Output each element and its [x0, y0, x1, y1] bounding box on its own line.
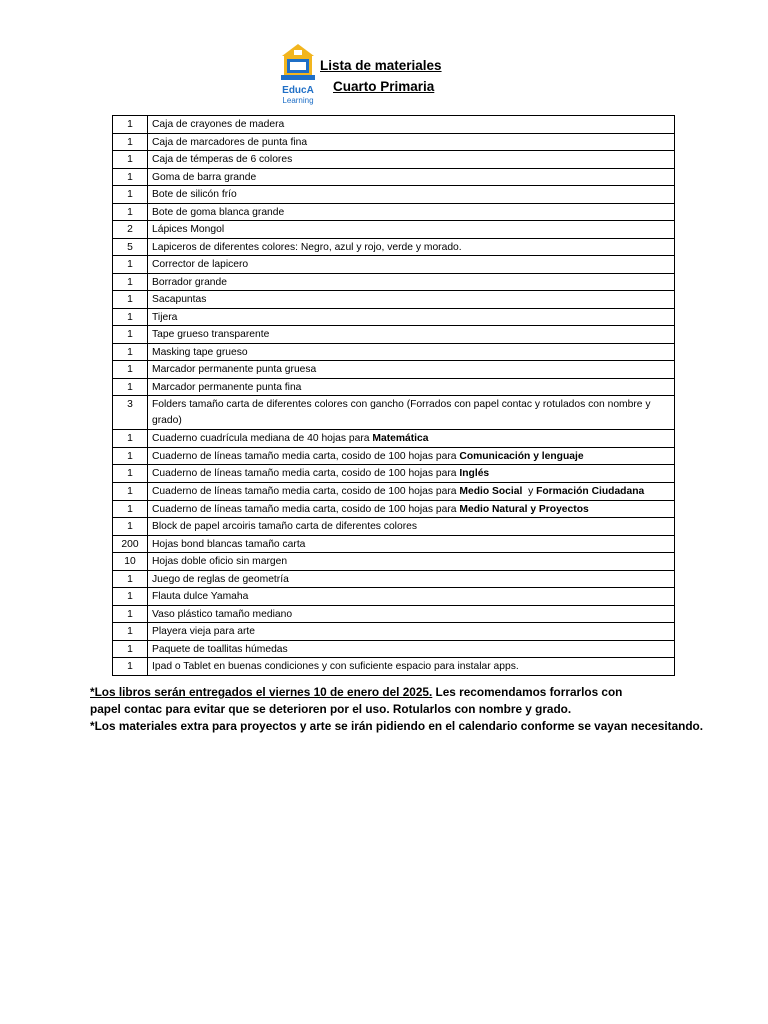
item-description — [148, 361, 675, 379]
note-extra-materials: *Los materiales extra para proyectos y arte se irán pidiendo en el calendario conforme se vayan necesitando. — [90, 719, 704, 733]
item-text: Paquete de toallitas húmedas — [152, 643, 288, 655]
table-row — [113, 570, 675, 588]
table-row — [113, 361, 675, 379]
item-description — [148, 570, 675, 588]
table-row — [113, 658, 675, 676]
table-row — [113, 378, 675, 396]
page-subtitle: Cuarto Primaria — [333, 79, 435, 94]
table-row — [113, 465, 675, 483]
item-quantity: 1 — [113, 343, 148, 361]
item-description — [148, 605, 675, 623]
item-text: Cuaderno de líneas tamaño media carta, cosido de 100 hojas para — [152, 503, 460, 515]
item-description — [148, 535, 675, 553]
item-description — [148, 447, 675, 465]
table-row — [113, 186, 675, 204]
school-house-icon — [278, 42, 318, 86]
item-quantity: 1 — [113, 378, 148, 396]
item-text: Playera vieja para arte — [152, 626, 256, 637]
item-text: Ipad o Tablet en buenas condiciones y con suficiente espacio para instalar apps. — [152, 661, 519, 672]
table-row — [113, 553, 675, 571]
item-text: Bote de goma blanca grande — [152, 206, 285, 218]
item-description — [148, 238, 675, 256]
item-description — [148, 151, 675, 169]
item-description — [148, 378, 675, 396]
table-row — [113, 116, 675, 134]
item-quantity: 1 — [113, 658, 148, 676]
table-row — [113, 256, 675, 274]
logo-word-educa: EducA — [282, 85, 314, 96]
item-description — [148, 518, 675, 536]
item-quantity: 200 — [113, 535, 148, 553]
item-text: Marcador permanente punta fina — [152, 381, 302, 393]
item-quantity: 1 — [113, 570, 148, 588]
item-description — [148, 640, 675, 658]
item-description — [148, 133, 675, 151]
item-quantity: 1 — [113, 588, 148, 606]
item-text: Vaso plástico tamaño mediano — [152, 608, 293, 620]
item-subject: Medio Social — [459, 485, 523, 497]
item-subject: Medio Natural y Proyectos — [459, 503, 589, 515]
item-quantity: 1 — [113, 203, 148, 221]
item-quantity: 1 — [113, 640, 148, 658]
table-row — [113, 430, 675, 448]
item-quantity: 1 — [113, 447, 148, 465]
table-row — [113, 623, 675, 641]
item-quantity: 1 — [113, 116, 148, 134]
item-quantity: 1 — [113, 168, 148, 186]
item-quantity: 2 — [113, 221, 148, 239]
item-description — [148, 256, 675, 274]
table-row — [113, 605, 675, 623]
note-books — [90, 684, 750, 701]
item-description — [148, 482, 675, 500]
item-quantity: 1 — [113, 186, 148, 204]
materials-table-body — [113, 116, 675, 676]
table-row — [113, 518, 675, 536]
item-quantity: 1 — [113, 308, 148, 326]
item-quantity: 1 — [113, 430, 148, 448]
item-description — [148, 116, 675, 134]
item-quantity: 3 — [113, 396, 148, 430]
item-text: Block de papel arcoiris tamaño carta de diferentes colores — [152, 521, 417, 532]
item-text: Caja de crayones de madera — [152, 119, 285, 130]
table-row — [113, 482, 675, 500]
item-quantity: 1 — [113, 273, 148, 291]
item-quantity: 1 — [113, 623, 148, 641]
table-row — [113, 447, 675, 465]
item-text: Cuaderno de líneas tamaño media carta, cosido de 100 hojas para — [152, 485, 460, 497]
item-quantity: 5 — [113, 238, 148, 256]
item-text: Cuaderno de líneas tamaño media carta, cosido de 100 hojas para — [152, 450, 460, 462]
item-quantity: 1 — [113, 500, 148, 518]
educa-learning-logo — [278, 42, 318, 106]
item-text: Hojas bond blancas tamaño carta — [152, 538, 306, 550]
table-row — [113, 151, 675, 169]
table-row — [113, 588, 675, 606]
item-subject: Matemática — [372, 433, 429, 444]
item-description — [148, 273, 675, 291]
note-books-recommendation: Les recomendamos forrarlos con — [432, 685, 623, 699]
logo-word-learning: Learning — [282, 96, 314, 105]
item-text: Borrador grande — [152, 276, 227, 288]
table-row — [113, 291, 675, 309]
item-quantity: 1 — [113, 133, 148, 151]
item-text: Marcador permanente punta gruesa — [152, 364, 317, 375]
item-text: Hojas doble oficio sin margen — [152, 556, 288, 567]
item-quantity: 1 — [113, 605, 148, 623]
item-text: Flauta dulce Yamaha — [152, 591, 249, 602]
item-subject: Comunicación y lenguaje — [459, 450, 584, 462]
item-description — [148, 186, 675, 204]
item-description — [148, 221, 675, 239]
item-quantity: 1 — [113, 465, 148, 483]
item-text: Tijera — [152, 311, 178, 323]
materials-table — [112, 115, 675, 676]
item-description — [148, 465, 675, 483]
item-text: Folders tamaño carta de diferentes colores con gancho (Forrados con papel contac y rotulados con nombre y grado) — [152, 399, 651, 426]
item-text: Caja de marcadores de punta fina — [152, 136, 308, 148]
table-row — [113, 396, 675, 430]
item-description — [148, 396, 675, 430]
item-description — [148, 203, 675, 221]
item-description — [148, 326, 675, 344]
item-text: Caja de témperas de 6 colores — [152, 154, 293, 165]
table-row — [113, 308, 675, 326]
table-row — [113, 326, 675, 344]
item-description — [148, 500, 675, 518]
notes — [90, 684, 750, 735]
item-text: Sacapuntas — [152, 294, 207, 305]
item-description — [148, 588, 675, 606]
table-row — [113, 343, 675, 361]
item-quantity: 1 — [113, 518, 148, 536]
item-text: Juego de reglas de geometría — [152, 573, 289, 585]
item-quantity: 1 — [113, 361, 148, 379]
item-subject: Inglés — [459, 468, 490, 479]
note-books-date: *Los libros serán entregados el viernes 10 de enero del 2025. — [90, 685, 433, 699]
item-quantity: 1 — [113, 326, 148, 344]
item-text: Cuaderno cuadrícula mediana de 40 hojas para — [152, 433, 373, 444]
page-title: Lista de materiales — [320, 58, 442, 73]
item-description — [148, 168, 675, 186]
item-quantity: 1 — [113, 256, 148, 274]
item-quantity: 1 — [113, 291, 148, 309]
table-row — [113, 273, 675, 291]
table-row — [113, 203, 675, 221]
item-text: Lápices Mongol — [152, 224, 225, 235]
item-quantity: 1 — [113, 482, 148, 500]
table-row — [113, 500, 675, 518]
item-description — [148, 430, 675, 448]
item-text: Masking tape grueso — [152, 346, 248, 358]
table-row — [113, 238, 675, 256]
item-description — [148, 343, 675, 361]
item-text: Bote de silicón frío — [152, 189, 237, 200]
table-row — [113, 168, 675, 186]
table-row — [113, 221, 675, 239]
item-text: Corrector de lapicero — [152, 259, 249, 270]
item-description — [148, 553, 675, 571]
item-description — [148, 291, 675, 309]
table-row — [113, 535, 675, 553]
note-books-line2: papel contac para evitar que se deterioren por el uso. Rotularlos con nombre y grado. — [90, 702, 572, 716]
item-quantity: 1 — [113, 151, 148, 169]
item-text: Goma de barra grande — [152, 171, 257, 183]
item-text-connector: y — [522, 485, 537, 497]
item-quantity: 10 — [113, 553, 148, 571]
item-description — [148, 623, 675, 641]
item-text: Cuaderno de líneas tamaño media carta, cosido de 100 hojas para — [152, 468, 460, 479]
item-description — [148, 658, 675, 676]
header — [278, 42, 478, 106]
item-text: Lapiceros de diferentes colores: Negro, azul y rojo, verde y morado. — [152, 241, 462, 253]
item-description — [148, 308, 675, 326]
table-row — [113, 133, 675, 151]
table-row — [113, 640, 675, 658]
item-subject-2: Formación Ciudadana — [536, 485, 645, 497]
item-text: Tape grueso transparente — [152, 329, 270, 340]
